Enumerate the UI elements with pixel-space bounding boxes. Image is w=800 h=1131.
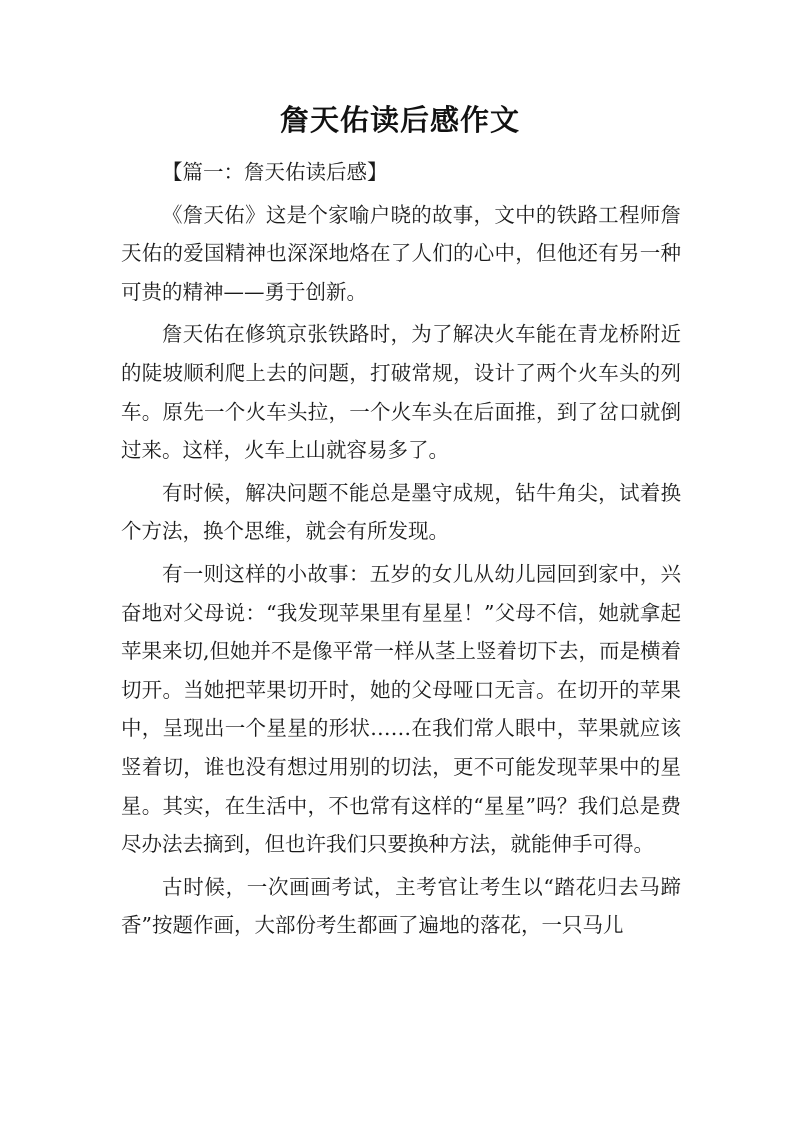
paragraph-3: 有时候，解决问题不能总是墨守成规，钻牛角尖，试着换个方法，换个思维，就会有所发现。 xyxy=(121,480,681,544)
paragraph-4: 有一则这样的小故事：五岁的女儿从幼儿园回到家中，兴奋地对父母说：“我发现苹果里有星星！”父母不信，她就拿起苹果来切,但她并不是像平常一样从茎上竖着切下去，而是横着切开。当她把苹果切开时，她的父母哑口无言。在切开的苹果中，呈现出一个星星的形状……在我们常人眼中，苹果就应该竖着切，谁也没有想过用别的切法，更不可能发现苹果中的星星。其实，在生活中，不也常有这样的“星星”吗？我们总是费尽办法去摘到，但也许我们只要换种方法，就能伸手可得。 xyxy=(121,561,682,857)
paragraph-2: 詹天佑在修筑京张铁路时，为了解决火车能在青龙桥附近的陡坡顺利爬上去的问题，打破常规，设计了两个火车头的列车。原先一个火车头拉，一个火车头在后面推，到了岔口就倒过来。这样，火车上山就容易多了。 xyxy=(121,322,681,463)
document-body xyxy=(121,153,681,949)
paragraph-5: 古时候，一次画画考试，主考官让考生以“踏花归去马蹄香”按题作画，大部份考生都画了遍地的落花，一只马儿 xyxy=(121,874,681,938)
paragraph-1: 《詹天佑》这是个家喻户晓的故事，文中的铁路工程师詹天佑的爱国精神也深深地烙在了人们的心中，但他还有另一种可贵的精神——勇于创新。 xyxy=(121,202,681,304)
section-heading: 【篇一：詹天佑读后感】 xyxy=(162,160,388,184)
document-title: 詹天佑读后感作文 xyxy=(279,103,520,137)
